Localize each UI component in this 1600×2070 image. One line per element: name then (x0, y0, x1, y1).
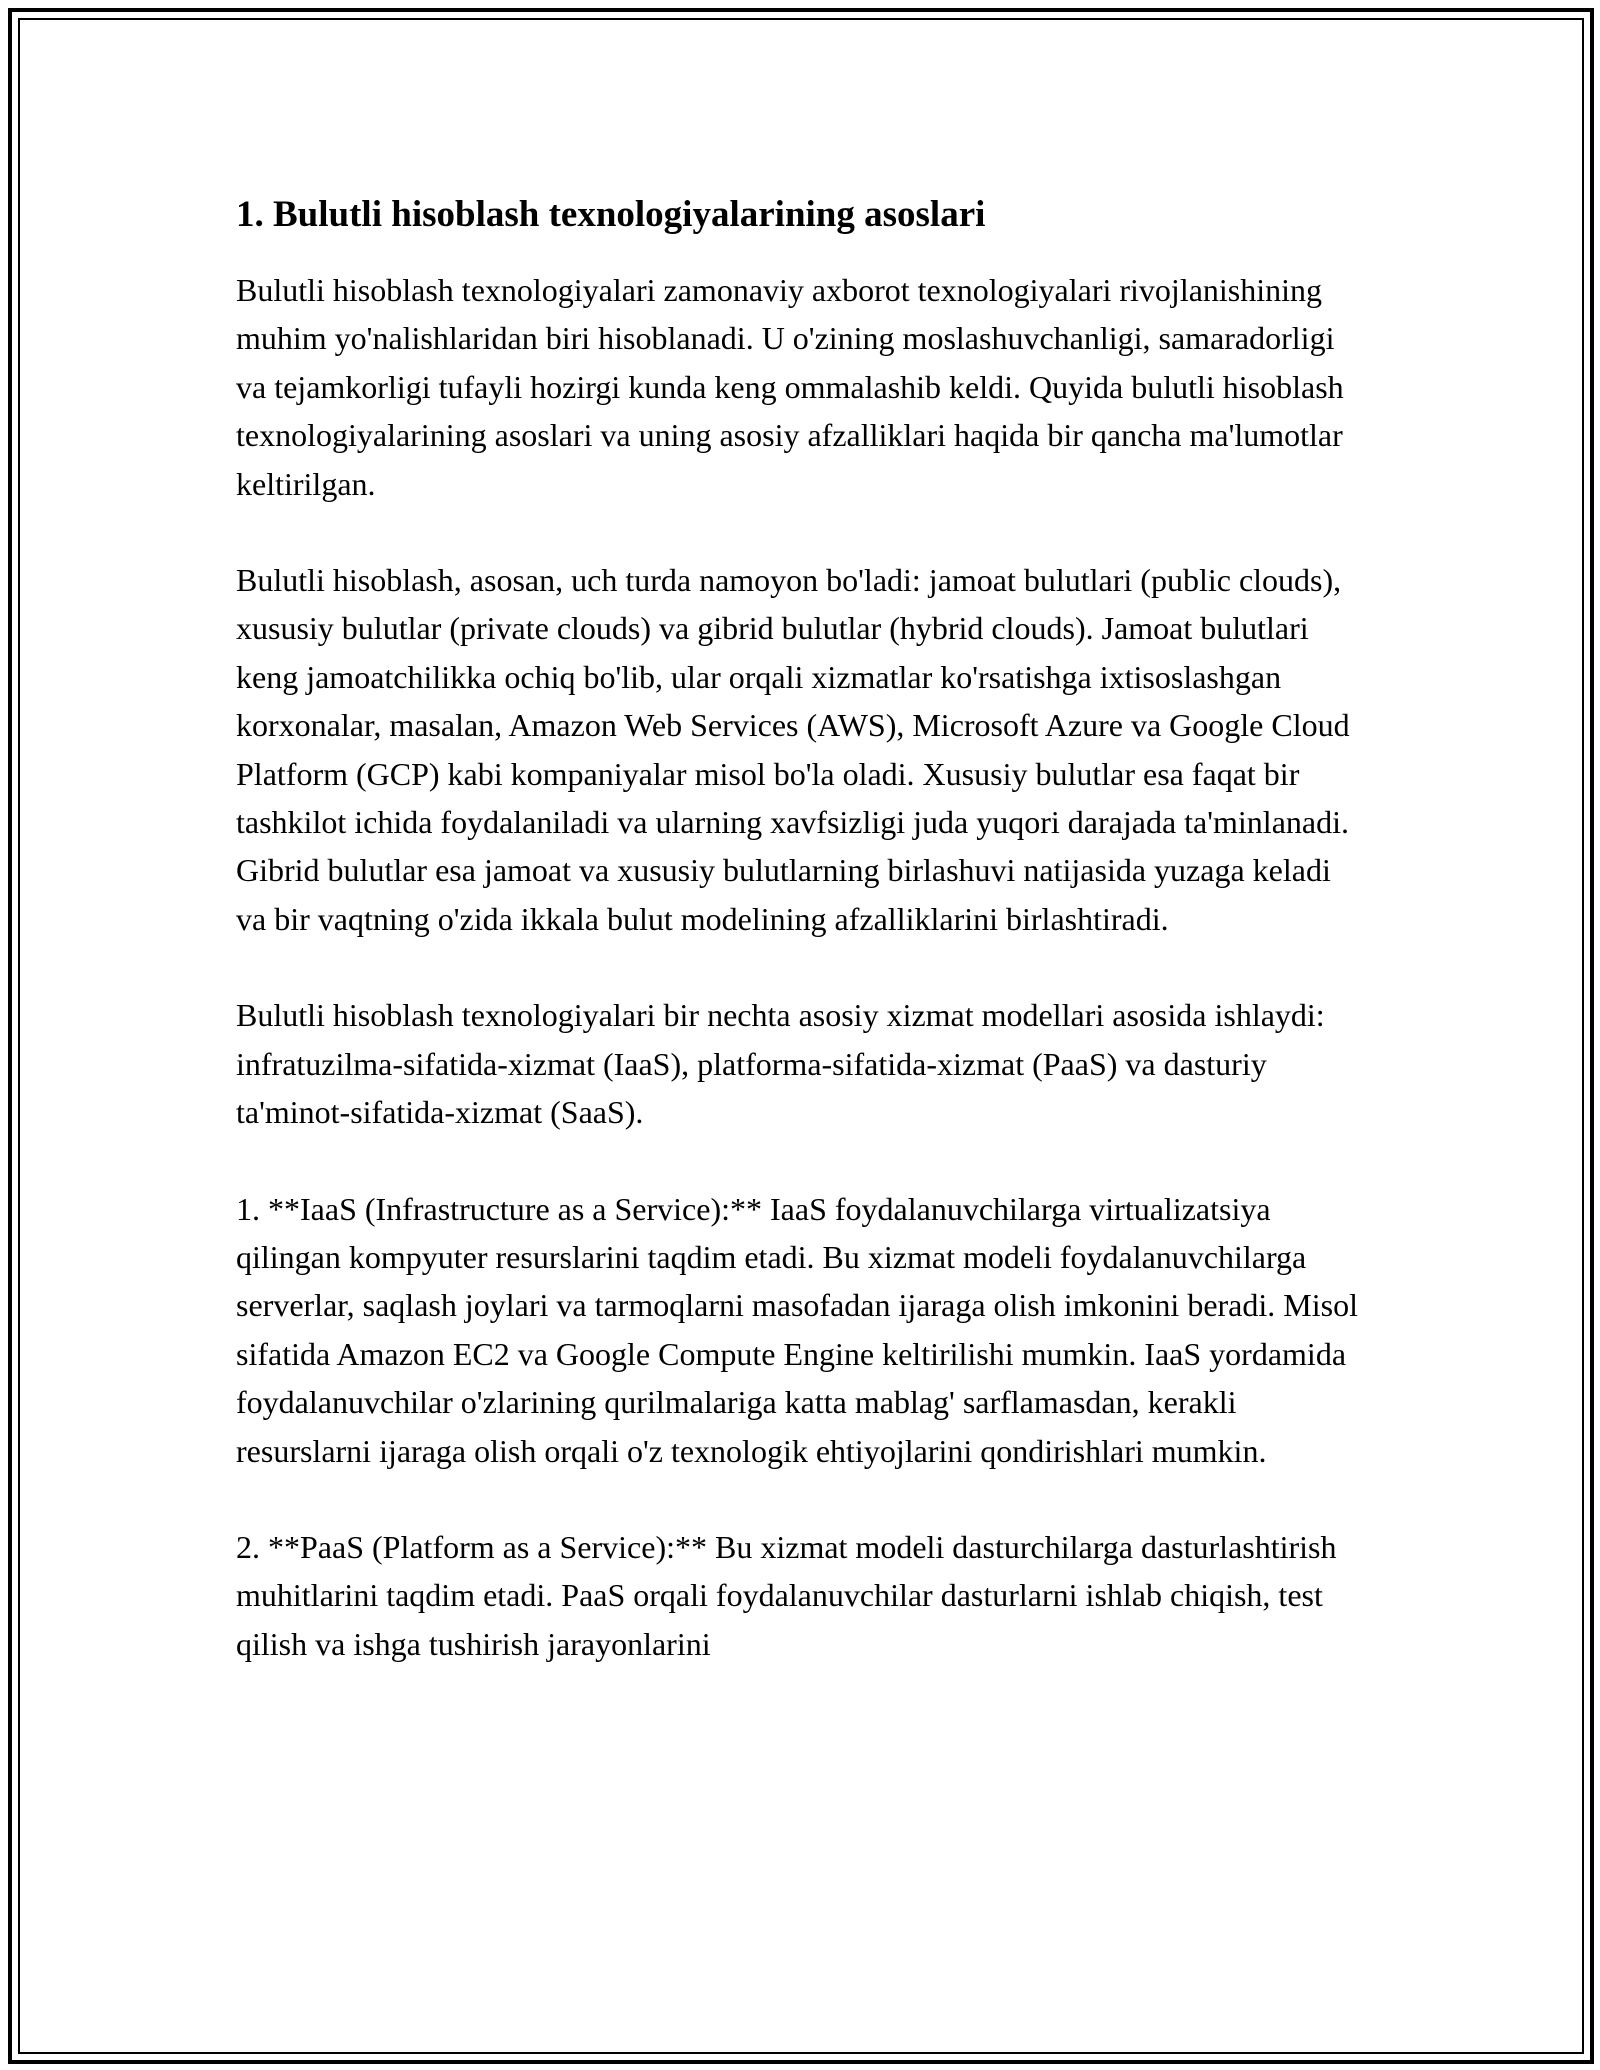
paragraph-iaas: 1. **IaaS (Infrastructure as a Service):** IaaS foydalanuvchilarga virtualizatsiya qilingan kompyuter resurslarini taqdim etadi. Bu xizmat modeli foydalanuvchilarga serverlar, saqlash joylari va tarmoqlarni masofadan ijaraga olish imkonini beradi. Misol sifatida Amazon EC2 va Google Compute Engine keltirilishi mumkin. IaaS yordamida foydalanuvchilar o'zlarining qurilmalariga katta mablag' sarflamasdan, kerakli resurslarni ijaraga olish orqali o'z texnologik ehtiyojlarini qondirishlari mumkin. (236, 1190, 1358, 1469)
paragraph-cloud-types: Bulutli hisoblash, asosan, uch turda namoyon bo'ladi: jamoat bulutlari (public clouds), xususiy bulutlar (private clouds) va gibrid bulutlar (hybrid clouds). Jamoat bulutlari keng jamoatchilikka ochiq bo'lib, ular orqali xizmatlar ko'rsatishga ixtisoslashgan korxonalar, masalan, Amazon Web Services (AWS), Microsoft Azure va Google Cloud Platform (GCP) kabi kompaniyalar misol bo'la oladi. Xususiy bulutlar esa faqat bir tashkilot ichida foydalaniladi va ularning xavfsizligi juda yuqori darajada ta'minlanadi. Gibrid bulutlar esa jamoat va xususiy bulutlarning birlashuvi natijasida yuzaga keladi va bir vaqtning o'zida ikkala bulut modelining afzalliklarini birlashtiradi. (236, 562, 1350, 937)
paragraph-intro: Bulutli hisoblash texnologiyalari zamonaviy axborot texnologiyalari rivojlanishining muhim yo'nalishlaridan biri hisoblanadi. U o'zining moslashuvchanligi, samaradorligi va tejamkorligi tufayli hozirgi kunda keng ommalashib keldi. Quyida bulutli hisoblash texnologiyalarining asoslari va uning asosiy afzalliklari haqida bir qancha ma'lumotlar keltirilgan. (236, 272, 1344, 502)
paragraph-paas: 2. **PaaS (Platform as a Service):** Bu xizmat modeli dasturchilarga dasturlashtirish muhitlarini taqdim etadi. PaaS orqali foydalanuvchilar dasturlarni ishlab chiqish, test qilish va ishga tushirish jarayonlarini (236, 1528, 1337, 1662)
document-body (236, 186, 1366, 1716)
section-heading: 1. Bulutli hisoblash texnologiyalarining asoslari (236, 194, 986, 235)
paragraph-service-models: Bulutli hisoblash texnologiyalari bir nechta asosiy xizmat modellari asosida ishlaydi: infratuzilma-sifatida-xizmat (IaaS), platforma-sifatida-xizmat (PaaS) va dasturiy ta'minot-sifatida-xizmat (SaaS). (236, 997, 1325, 1131)
